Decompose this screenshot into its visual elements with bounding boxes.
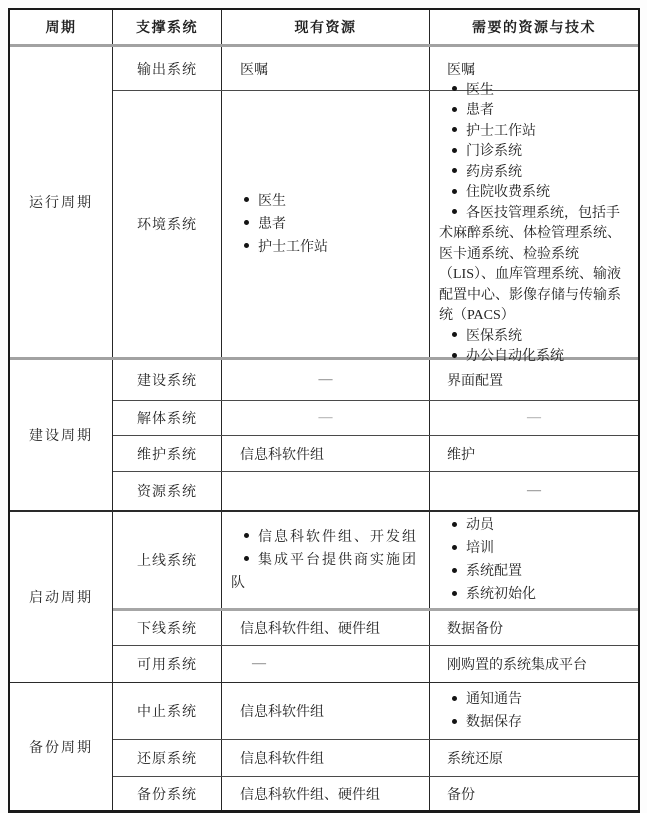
support-cell: 输出系统 [113,47,222,90]
empty-dash: — [318,410,333,425]
empty-dash: — [527,410,541,425]
existing-cell [222,512,430,608]
bullet-list [222,520,429,601]
table-row [113,512,638,608]
list-item-text: 通知通告 [466,692,522,707]
bullet-icon [244,243,249,248]
list-item [439,142,630,163]
table-row [113,471,638,510]
list-item [231,526,421,549]
bullet-icon [452,148,457,153]
existing-cell: 信息科软件组、硬件组 [222,611,430,645]
bullet-icon [244,556,249,561]
bullet-icon [244,533,249,538]
table-row [113,400,638,435]
support-cell: 上线系统 [113,512,222,608]
support-cell: 环境系统 [113,91,222,357]
list-item [439,688,630,711]
list-item-text: 住院收费系统 [466,185,550,200]
existing-cell [222,472,430,510]
list-item [439,101,630,122]
bullet-icon [452,545,457,550]
list-item [439,711,630,734]
header-support: 支撑系统 [113,10,222,44]
table-row [113,776,638,810]
needed-cell: 系统还原 [447,752,503,767]
cycle-label: 启动周期 [10,512,113,682]
needed-cell: 医嘱 [447,62,475,78]
list-item-text: 护士工作站 [466,123,536,139]
bullet-icon [452,696,457,701]
list-item-text: 患者 [466,103,494,118]
list-item [439,583,630,606]
support-cell: 建设系统 [113,360,222,400]
bullet-list [222,184,429,265]
header-existing: 现有资源 [222,10,430,44]
bullet-icon [244,220,249,225]
table-row [113,645,638,682]
support-cell: 解体系统 [113,401,222,435]
needed-cell: 维护 [447,447,475,463]
support-cell: 备份系统 [113,777,222,810]
list-item [439,204,630,327]
bullet-icon [452,189,457,194]
list-item-text: 数据保存 [466,715,522,730]
list-item-text: 培训 [466,541,494,556]
existing-cell [222,360,430,400]
empty-dash: — [527,483,541,498]
table-row [113,683,638,739]
existing-cell [222,401,430,435]
support-cell: 中止系统 [113,683,222,739]
bullet-icon [452,522,457,527]
list-item-text: 系统配置 [466,564,522,579]
existing-cell: 信息科软件组 [222,683,430,739]
list-item-text: 医生 [258,193,286,209]
list-item-text: 门诊系统 [466,144,522,159]
list-item [439,122,630,143]
bullet-icon [452,86,457,91]
list-item [439,327,630,348]
bullet-icon [452,209,457,214]
table-row [113,739,638,776]
needed-cell: 界面配置 [447,374,503,389]
cycle-label: 运行周期 [10,47,113,357]
existing-cell [222,646,430,682]
bullet-list [430,682,638,740]
header-needed: 需要的资源与技术 [472,21,596,36]
needed-cell: 数据备份 [447,622,503,637]
table-row [113,435,638,471]
bullet-icon [452,168,457,173]
needed-cell [430,683,638,739]
bullet-icon [452,591,457,596]
needed-cell [430,401,638,435]
empty-dash: — [318,372,333,387]
list-item [439,163,630,184]
list-item-text: 信息科软件组、开发组 [258,529,418,545]
bullet-list [430,75,638,374]
bullet-icon [452,719,457,724]
bullet-icon [452,127,457,132]
section-operation-cycle [10,47,638,364]
existing-cell: 医嘱 [222,47,430,90]
support-cell: 还原系统 [113,740,222,776]
list-item [231,236,421,259]
existing-cell: 信息科软件组 [222,436,430,471]
support-cell: 维护系统 [113,436,222,471]
needed-cell [430,512,638,608]
section-startup-cycle [10,510,638,682]
header-cycle: 周期 [10,10,113,44]
table-row [113,360,638,400]
needed-cell [430,82,638,364]
section-construction-cycle [10,357,638,510]
list-item-text: 动员 [466,518,494,533]
list-item-text: 医保系统 [466,328,522,344]
needed-cell: 备份 [447,787,475,803]
list-item [439,514,630,537]
list-item-text: 各医技管理系统，包括手术麻醉系统、体检管理系统、医卡通系统、检验系统（LIS）、血库管理系统、输液配置中心、影像存储与传输系统（PACS） [439,205,621,323]
list-item-text: 医生 [466,82,494,98]
list-item-text: 集成平台提供商实施团队 [231,552,418,591]
list-item-text: 办公自动化系统 [466,349,564,364]
list-item [231,190,421,213]
lifecycle-resource-table [8,8,640,813]
list-item [231,549,421,595]
bullet-icon [452,568,457,573]
list-item [439,560,630,583]
section-backup-cycle [10,682,638,810]
list-item [439,183,630,204]
bullet-icon [452,332,457,337]
bullet-icon [452,353,457,358]
needed-cell [430,472,638,510]
table-header-row [10,10,638,47]
support-cell: 可用系统 [113,646,222,682]
cycle-label: 备份周期 [10,683,113,810]
table-row [113,608,638,645]
support-cell: 下线系统 [113,611,222,645]
bullet-icon [452,107,457,112]
needed-cell: 刚购置的系统集成平台 [447,658,587,673]
cycle-label: 建设周期 [10,360,113,510]
list-item-text: 系统初始化 [466,587,536,602]
support-cell: 资源系统 [113,472,222,510]
empty-dash: — [252,656,266,671]
list-item [439,537,630,560]
existing-cell: 信息科软件组 [222,740,430,776]
list-item [231,213,421,236]
existing-cell: 信息科软件组、硬件组 [222,777,430,810]
list-item-text: 护士工作站 [258,239,328,255]
bullet-icon [244,197,249,202]
existing-cell [222,91,430,357]
table-row [113,82,638,364]
bullet-list [430,508,638,612]
list-item-text: 药房系统 [466,164,522,180]
list-item [439,81,630,102]
list-item-text: 患者 [258,216,286,232]
